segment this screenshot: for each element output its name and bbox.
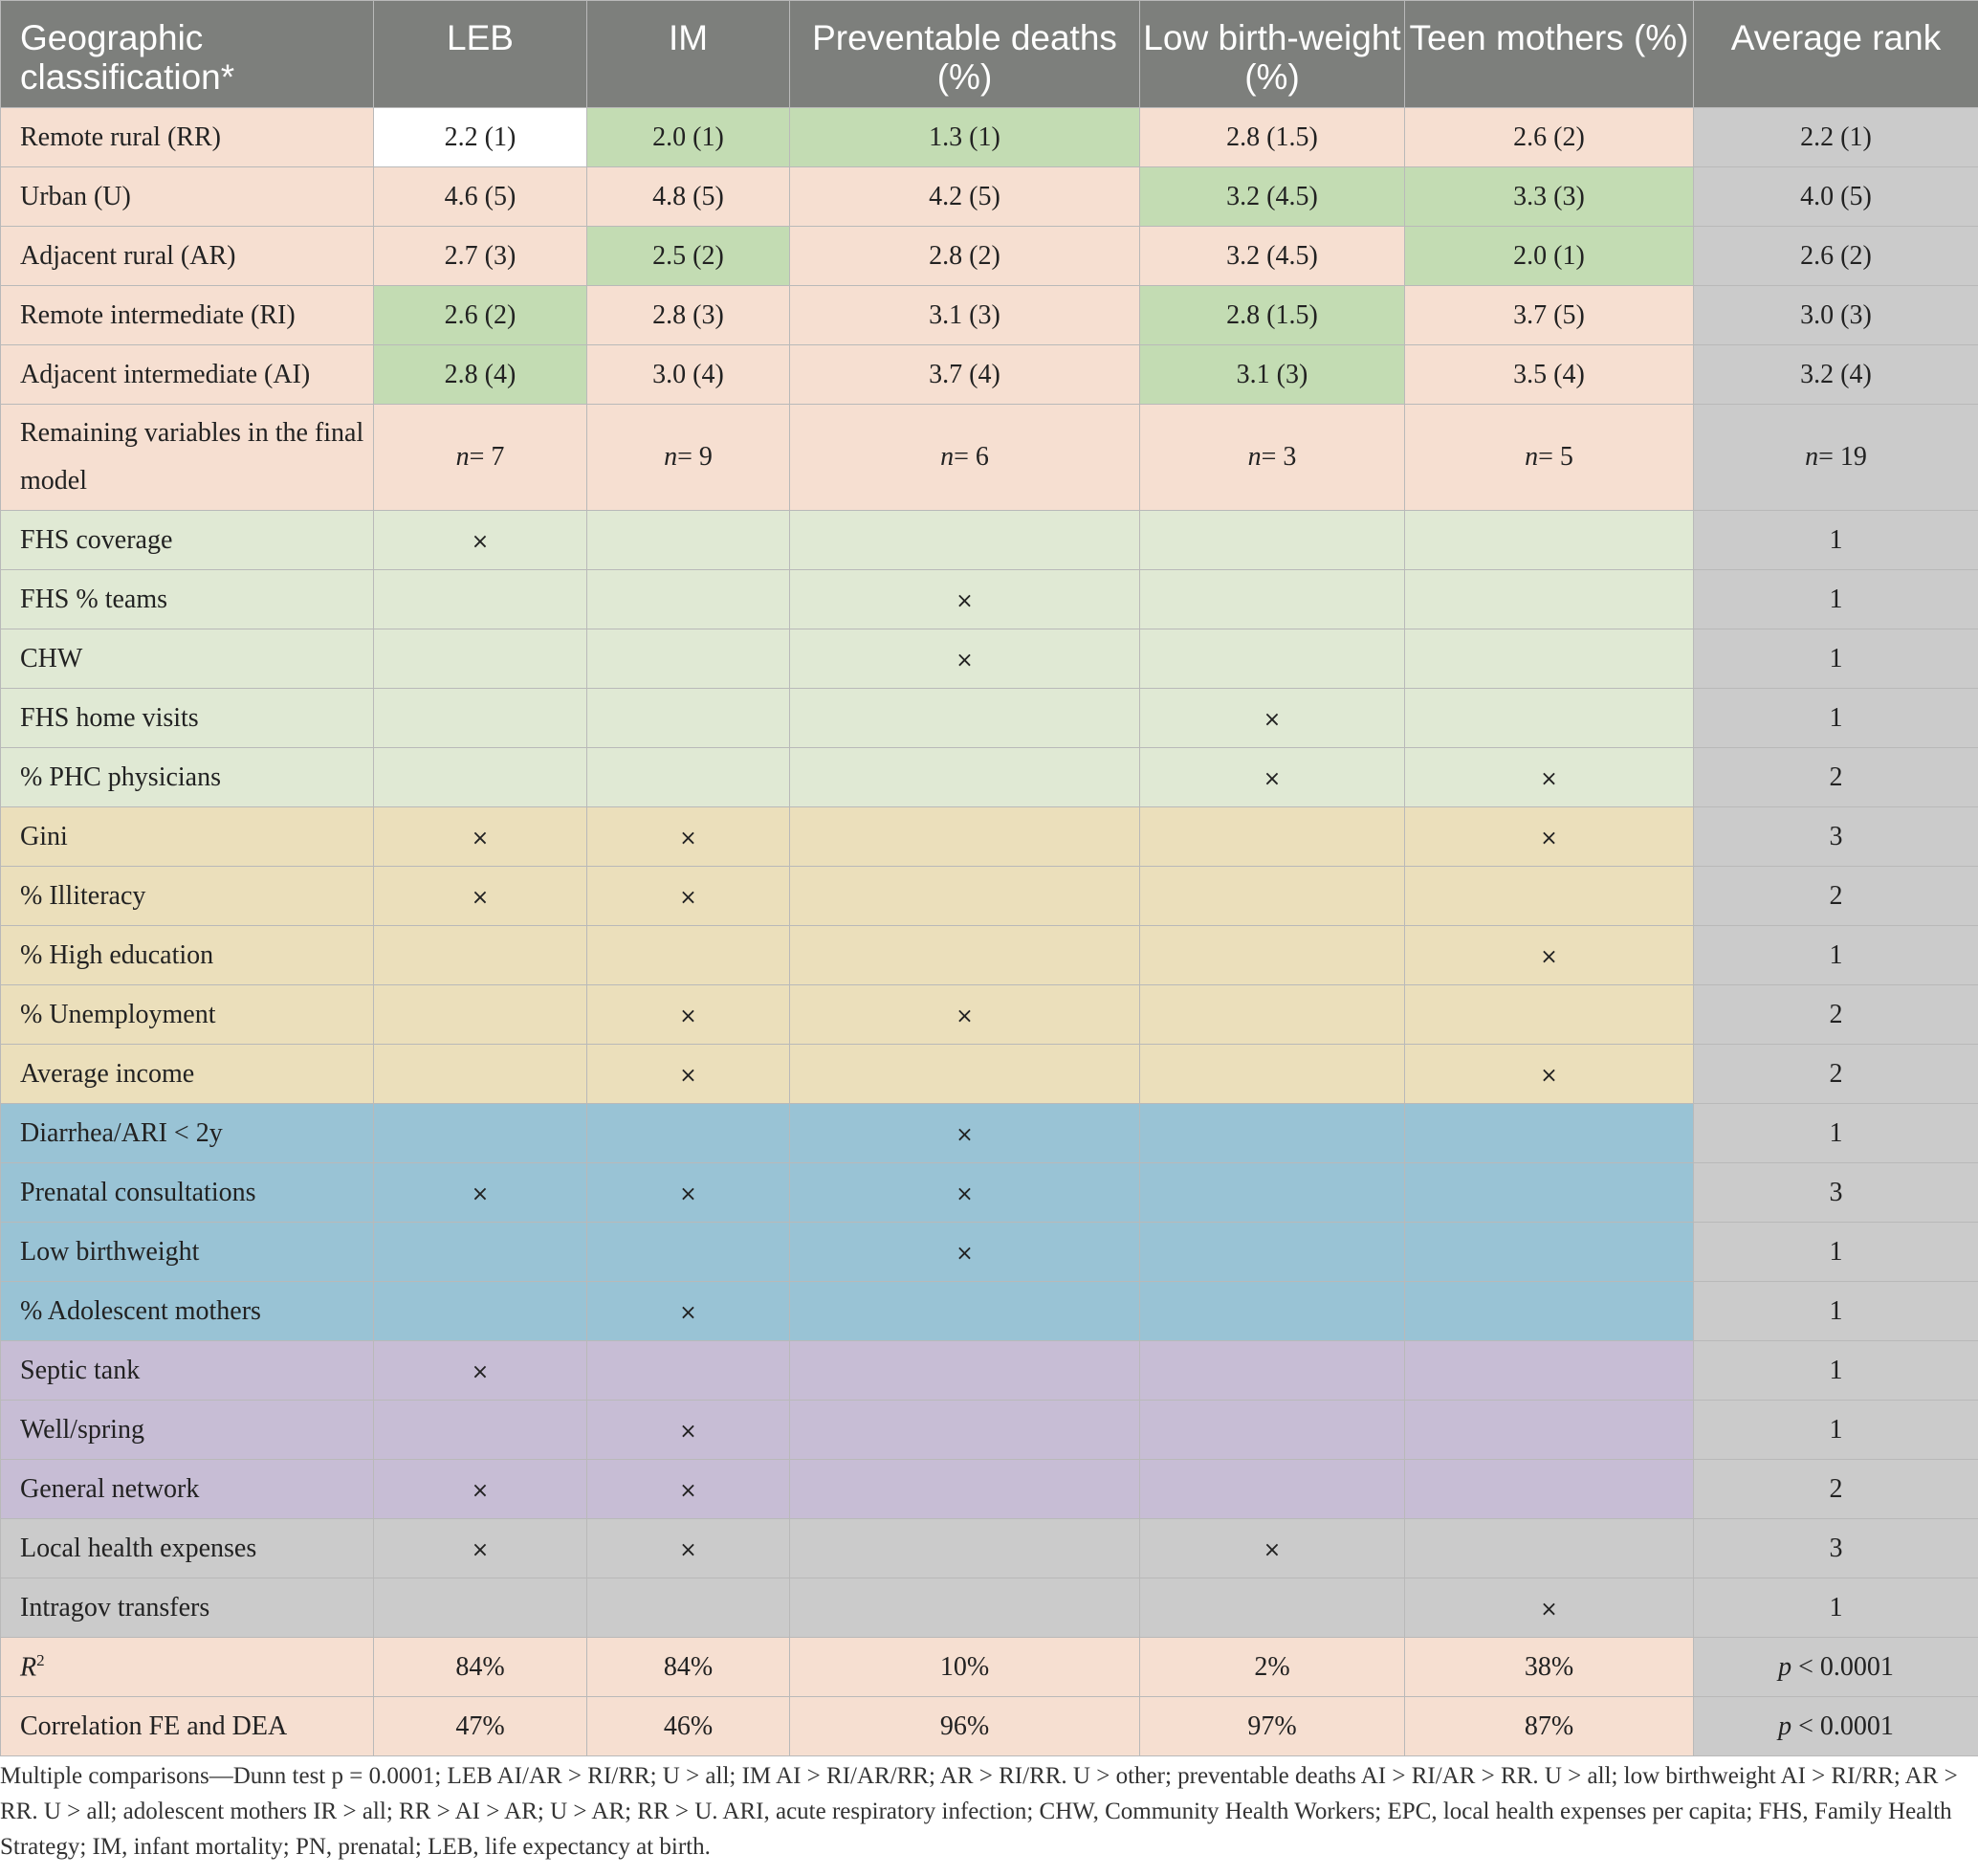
table-cell — [374, 1223, 587, 1282]
included-mark: × — [1263, 707, 1282, 732]
row-label: Adjacent intermediate (AI) — [1, 345, 374, 405]
table-cell — [1405, 511, 1694, 570]
average-rank-cell: 1 — [1694, 689, 1978, 748]
table-cell — [374, 807, 587, 867]
row-label: % High education — [1, 926, 374, 985]
header-preventable-deaths: Preventable deaths (%) — [790, 1, 1140, 108]
table-cell — [1405, 405, 1694, 511]
row-label: Remaining variables in the final model — [1, 405, 374, 511]
included-mark: × — [679, 1419, 697, 1444]
table-cell — [1140, 405, 1405, 511]
table-row — [1, 1460, 1978, 1519]
table-cell — [1405, 1578, 1694, 1638]
average-rank-cell: 4.0 (5) — [1694, 167, 1978, 227]
table-cell — [790, 1104, 1140, 1163]
table-cell: 84% — [374, 1638, 587, 1697]
table-cell — [374, 1163, 587, 1223]
row-label: % PHC physicians — [1, 748, 374, 807]
table-cell — [1140, 1401, 1405, 1460]
table-cell — [1405, 867, 1694, 926]
table-row — [1, 108, 1978, 167]
table-row — [1, 1578, 1978, 1638]
table-cell — [1140, 1163, 1405, 1223]
row-label: % Illiteracy — [1, 867, 374, 926]
table-cell — [790, 1163, 1140, 1223]
table-cell — [1405, 1519, 1694, 1578]
table-cell — [1405, 1163, 1694, 1223]
n-symbol: n — [455, 442, 470, 472]
n-value: = 9 — [677, 442, 713, 472]
p-symbol: p — [1778, 1651, 1792, 1682]
table-cell — [1405, 1104, 1694, 1163]
table-cell — [1405, 1460, 1694, 1519]
average-rank-cell: 3 — [1694, 1519, 1978, 1578]
table-cell — [790, 867, 1140, 926]
table-cell — [374, 511, 587, 570]
row-label: Urban (U) — [1, 167, 374, 227]
table-cell: 84% — [587, 1638, 790, 1697]
table-row — [1, 689, 1978, 748]
included-mark: × — [956, 648, 974, 673]
average-rank-cell: 2 — [1694, 867, 1978, 926]
table-row — [1, 227, 1978, 286]
table-cell: 96% — [790, 1697, 1140, 1756]
row-label: FHS home visits — [1, 689, 374, 748]
table-row — [1, 1282, 1978, 1341]
table-cell — [790, 1460, 1140, 1519]
n-value: = 3 — [1261, 442, 1297, 472]
table-cell — [374, 689, 587, 748]
table-cell: 3.0 (4) — [587, 345, 790, 405]
table-cell — [790, 570, 1140, 629]
row-label: Local health expenses — [1, 1519, 374, 1578]
average-rank-cell: 1 — [1694, 1578, 1978, 1638]
table-cell: 2.6 (2) — [1405, 108, 1694, 167]
table-cell: 38% — [1405, 1638, 1694, 1697]
included-mark: × — [1540, 1063, 1558, 1088]
included-mark: × — [679, 1181, 697, 1206]
table-row — [1, 1163, 1978, 1223]
table-cell — [790, 1401, 1140, 1460]
table-cell — [374, 629, 587, 689]
table-cell — [587, 1104, 790, 1163]
table-row — [1, 926, 1978, 985]
row-label: FHS coverage — [1, 511, 374, 570]
table-row — [1, 1401, 1978, 1460]
table-cell — [790, 1045, 1140, 1104]
n-symbol: n — [664, 442, 678, 472]
table-row — [1, 1341, 1978, 1401]
included-mark: × — [956, 588, 974, 613]
table-cell — [374, 1578, 587, 1638]
average-rank-cell: 1 — [1694, 570, 1978, 629]
table-cell: 2.5 (2) — [587, 227, 790, 286]
table-cell: 2.2 (1) — [374, 108, 587, 167]
included-mark: × — [1540, 944, 1558, 969]
table-cell: 3.1 (3) — [790, 286, 1140, 345]
n-symbol: n — [1525, 442, 1539, 472]
table-cell — [587, 629, 790, 689]
table-cell — [587, 926, 790, 985]
average-rank-cell — [1694, 405, 1978, 511]
included-mark: × — [471, 529, 490, 554]
n-value: = 19 — [1818, 442, 1867, 472]
average-rank-cell: 2 — [1694, 1045, 1978, 1104]
table-cell — [1405, 1282, 1694, 1341]
row-label: CHW — [1, 629, 374, 689]
row-label — [1, 1638, 374, 1697]
table-cell — [790, 926, 1140, 985]
table-cell — [1405, 926, 1694, 985]
table-cell — [374, 1519, 587, 1578]
table-cell — [374, 1460, 587, 1519]
table-row — [1, 1638, 1978, 1697]
table-cell — [1405, 1223, 1694, 1282]
included-mark: × — [1263, 1537, 1282, 1562]
table-cell — [374, 867, 587, 926]
included-mark: × — [471, 1181, 490, 1206]
table-cell — [1140, 629, 1405, 689]
average-rank-cell: 1 — [1694, 511, 1978, 570]
table-cell: 2.0 (1) — [587, 108, 790, 167]
table-cell — [374, 1401, 587, 1460]
table-cell — [1140, 867, 1405, 926]
table-cell — [1140, 1282, 1405, 1341]
row-label: Prenatal consultations — [1, 1163, 374, 1223]
n-symbol: n — [1805, 442, 1819, 472]
average-rank-cell: 1 — [1694, 1282, 1978, 1341]
table-row — [1, 629, 1978, 689]
average-rank-cell: 2 — [1694, 748, 1978, 807]
average-rank-cell: 1 — [1694, 1104, 1978, 1163]
table-cell — [1140, 511, 1405, 570]
table-cell — [587, 1045, 790, 1104]
table-cell: 2.6 (2) — [374, 286, 587, 345]
table-cell: 3.7 (5) — [1405, 286, 1694, 345]
included-mark: × — [956, 1181, 974, 1206]
table-cell: 2.0 (1) — [1405, 227, 1694, 286]
included-mark: × — [471, 1478, 490, 1503]
p-value: < 0.0001 — [1791, 1710, 1894, 1741]
table-row — [1, 867, 1978, 926]
p-value: < 0.0001 — [1791, 1651, 1894, 1682]
table-cell — [374, 1341, 587, 1401]
included-mark: × — [679, 826, 697, 850]
table-cell: 2.7 (3) — [374, 227, 587, 286]
table-row — [1, 1223, 1978, 1282]
average-rank-cell: 1 — [1694, 629, 1978, 689]
included-mark: × — [679, 1063, 697, 1088]
included-mark: × — [1263, 766, 1282, 791]
table-row — [1, 1104, 1978, 1163]
table-cell: 3.5 (4) — [1405, 345, 1694, 405]
table-cell: 3.7 (4) — [790, 345, 1140, 405]
average-rank-cell: 3.2 (4) — [1694, 345, 1978, 405]
table-cell: 3.1 (3) — [1140, 345, 1405, 405]
table-cell: 47% — [374, 1697, 587, 1756]
table-cell — [1140, 1578, 1405, 1638]
table-cell: 2.8 (1.5) — [1140, 108, 1405, 167]
table-cell — [374, 748, 587, 807]
row-label: Intragov transfers — [1, 1578, 374, 1638]
table-cell — [790, 405, 1140, 511]
average-rank-cell: 1 — [1694, 1341, 1978, 1401]
table-row — [1, 286, 1978, 345]
average-rank-cell: 1 — [1694, 1223, 1978, 1282]
table-cell — [587, 1460, 790, 1519]
included-mark: × — [679, 1478, 697, 1503]
table-row — [1, 1697, 1978, 1756]
included-mark: × — [471, 885, 490, 910]
table-cell — [587, 511, 790, 570]
row-label: Adjacent rural (AR) — [1, 227, 374, 286]
table-cell — [1140, 1104, 1405, 1163]
row-label: General network — [1, 1460, 374, 1519]
table-cell — [374, 1104, 587, 1163]
table-cell — [587, 748, 790, 807]
table-cell — [1405, 570, 1694, 629]
table-row — [1, 345, 1978, 405]
average-rank-cell: 2.6 (2) — [1694, 227, 1978, 286]
table-cell: 4.6 (5) — [374, 167, 587, 227]
table-cell — [587, 570, 790, 629]
header-teen-mothers: Teen mothers (%) — [1405, 1, 1694, 108]
table-cell: 2% — [1140, 1638, 1405, 1697]
table-cell — [1405, 689, 1694, 748]
table-cell — [374, 985, 587, 1045]
table-row — [1, 167, 1978, 227]
table-cell — [790, 1282, 1140, 1341]
table-cell — [1140, 748, 1405, 807]
table-cell — [587, 1401, 790, 1460]
table-cell — [1405, 1401, 1694, 1460]
row-label: Average income — [1, 1045, 374, 1104]
row-label: Well/spring — [1, 1401, 374, 1460]
table-row — [1, 1045, 1978, 1104]
table-cell: 4.2 (5) — [790, 167, 1140, 227]
row-label: FHS % teams — [1, 570, 374, 629]
table-cell — [374, 926, 587, 985]
header-geographic-classification: Geographic classification* — [1, 1, 374, 108]
table-cell — [790, 1578, 1140, 1638]
table-cell — [790, 629, 1140, 689]
table-cell — [1140, 1045, 1405, 1104]
table-cell: 4.8 (5) — [587, 167, 790, 227]
average-rank-cell: 3 — [1694, 807, 1978, 867]
included-mark: × — [956, 1122, 974, 1147]
average-rank-cell: 1 — [1694, 1401, 1978, 1460]
table-cell — [790, 985, 1140, 1045]
row-label: Remote intermediate (RI) — [1, 286, 374, 345]
r-exponent: 2 — [36, 1650, 45, 1669]
table-cell: 10% — [790, 1638, 1140, 1697]
table-row — [1, 511, 1978, 570]
table-cell — [1140, 1519, 1405, 1578]
average-rank-cell: 3.0 (3) — [1694, 286, 1978, 345]
average-rank-cell — [1694, 1697, 1978, 1756]
n-value: = 7 — [469, 442, 505, 472]
table-cell — [1405, 748, 1694, 807]
table-row — [1, 570, 1978, 629]
table-cell — [790, 1223, 1140, 1282]
table-cell: 97% — [1140, 1697, 1405, 1756]
included-mark: × — [1540, 766, 1558, 791]
table-cell — [587, 689, 790, 748]
average-rank-cell — [1694, 1638, 1978, 1697]
table-cell: 3.3 (3) — [1405, 167, 1694, 227]
included-mark: × — [471, 1359, 490, 1384]
table-cell — [1405, 1045, 1694, 1104]
table-cell — [1140, 985, 1405, 1045]
included-mark: × — [1540, 826, 1558, 850]
table-cell — [790, 1341, 1140, 1401]
average-rank-cell: 3 — [1694, 1163, 1978, 1223]
average-rank-cell: 1 — [1694, 926, 1978, 985]
table-cell: 2.8 (4) — [374, 345, 587, 405]
table-row — [1, 807, 1978, 867]
included-mark: × — [471, 826, 490, 850]
table-cell: 2.8 (1.5) — [1140, 286, 1405, 345]
row-label: Remote rural (RR) — [1, 108, 374, 167]
table-cell — [1140, 1460, 1405, 1519]
header-im: IM — [587, 1, 790, 108]
table-cell — [587, 1282, 790, 1341]
table-cell — [1405, 807, 1694, 867]
n-symbol: n — [940, 442, 955, 472]
table-cell — [587, 1223, 790, 1282]
table-cell — [790, 807, 1140, 867]
table-cell: 2.8 (2) — [790, 227, 1140, 286]
table-cell — [587, 985, 790, 1045]
table-cell — [1405, 985, 1694, 1045]
table-cell — [1405, 629, 1694, 689]
table-cell — [1140, 926, 1405, 985]
table-row — [1, 985, 1978, 1045]
table-cell — [1140, 1223, 1405, 1282]
n-value: = 5 — [1538, 442, 1573, 472]
table-cell — [790, 511, 1140, 570]
table-cell — [1405, 1341, 1694, 1401]
table-row — [1, 748, 1978, 807]
table-cell: 3.2 (4.5) — [1140, 167, 1405, 227]
n-value: = 6 — [954, 442, 989, 472]
table-cell — [790, 689, 1140, 748]
included-mark: × — [679, 1300, 697, 1325]
table-cell — [1140, 570, 1405, 629]
table-cell: 87% — [1405, 1697, 1694, 1756]
average-rank-cell: 2 — [1694, 985, 1978, 1045]
row-label: Septic tank — [1, 1341, 374, 1401]
included-mark: × — [471, 1537, 490, 1562]
table-cell — [374, 1282, 587, 1341]
row-label: % Unemployment — [1, 985, 374, 1045]
table-cell: 1.3 (1) — [790, 108, 1140, 167]
table-cell — [587, 1341, 790, 1401]
table-cell — [374, 570, 587, 629]
average-rank-cell: 2.2 (1) — [1694, 108, 1978, 167]
n-symbol: n — [1247, 442, 1262, 472]
table-cell — [790, 748, 1140, 807]
included-mark: × — [679, 1537, 697, 1562]
average-rank-cell: 2 — [1694, 1460, 1978, 1519]
table-cell: 46% — [587, 1697, 790, 1756]
table-cell — [374, 1045, 587, 1104]
table-cell — [587, 867, 790, 926]
included-mark: × — [1540, 1597, 1558, 1622]
table-cell — [587, 1519, 790, 1578]
included-mark: × — [956, 1004, 974, 1028]
row-label: Correlation FE and DEA — [1, 1697, 374, 1756]
table-cell — [587, 1163, 790, 1223]
table-row — [1, 405, 1978, 511]
included-mark: × — [956, 1241, 974, 1266]
table-body — [1, 108, 1978, 1756]
included-mark: × — [679, 885, 697, 910]
table-cell — [587, 405, 790, 511]
header-average-rank: Average rank — [1694, 1, 1978, 108]
header-row — [1, 1, 1978, 108]
row-label: Gini — [1, 807, 374, 867]
table-cell — [790, 1519, 1140, 1578]
row-label: Low birthweight — [1, 1223, 374, 1282]
table-footnote: Multiple comparisons—Dunn test p = 0.0001; LEB AI/AR > RI/RR; U > all; IM AI > RI/AR/RR; AR > RI/RR. U > other; preventable deaths AI > RI/AR > RR. U > all; low birthweight AI > RI/RR; AR > RR. U > all; adolescent mothers IR > all; RR > AI > AR; U > AR; RR > U. ARI, acute respiratory infection; CHW, Community Health Workers; EPC, local health expenses per capita; FHS, Family Health Strategy; IM, infant mortality; PN, prenatal; LEB, life expectancy at birth. — [0, 1763, 1958, 1860]
table-cell — [1140, 1341, 1405, 1401]
table-cell: 2.8 (3) — [587, 286, 790, 345]
included-mark: × — [679, 1004, 697, 1028]
r-symbol: R — [20, 1652, 37, 1683]
table-cell — [374, 405, 587, 511]
p-symbol: p — [1778, 1710, 1792, 1741]
table-cell — [587, 807, 790, 867]
table-cell — [1140, 689, 1405, 748]
header-low-birthweight: Low birth-weight (%) — [1140, 1, 1405, 108]
table-row — [1, 1519, 1978, 1578]
row-label: % Adolescent mothers — [1, 1282, 374, 1341]
table-cell: 3.2 (4.5) — [1140, 227, 1405, 286]
row-label: Diarrhea/ARI < 2y — [1, 1104, 374, 1163]
table-cell — [587, 1578, 790, 1638]
header-leb: LEB — [374, 1, 587, 108]
table-cell — [1140, 807, 1405, 867]
